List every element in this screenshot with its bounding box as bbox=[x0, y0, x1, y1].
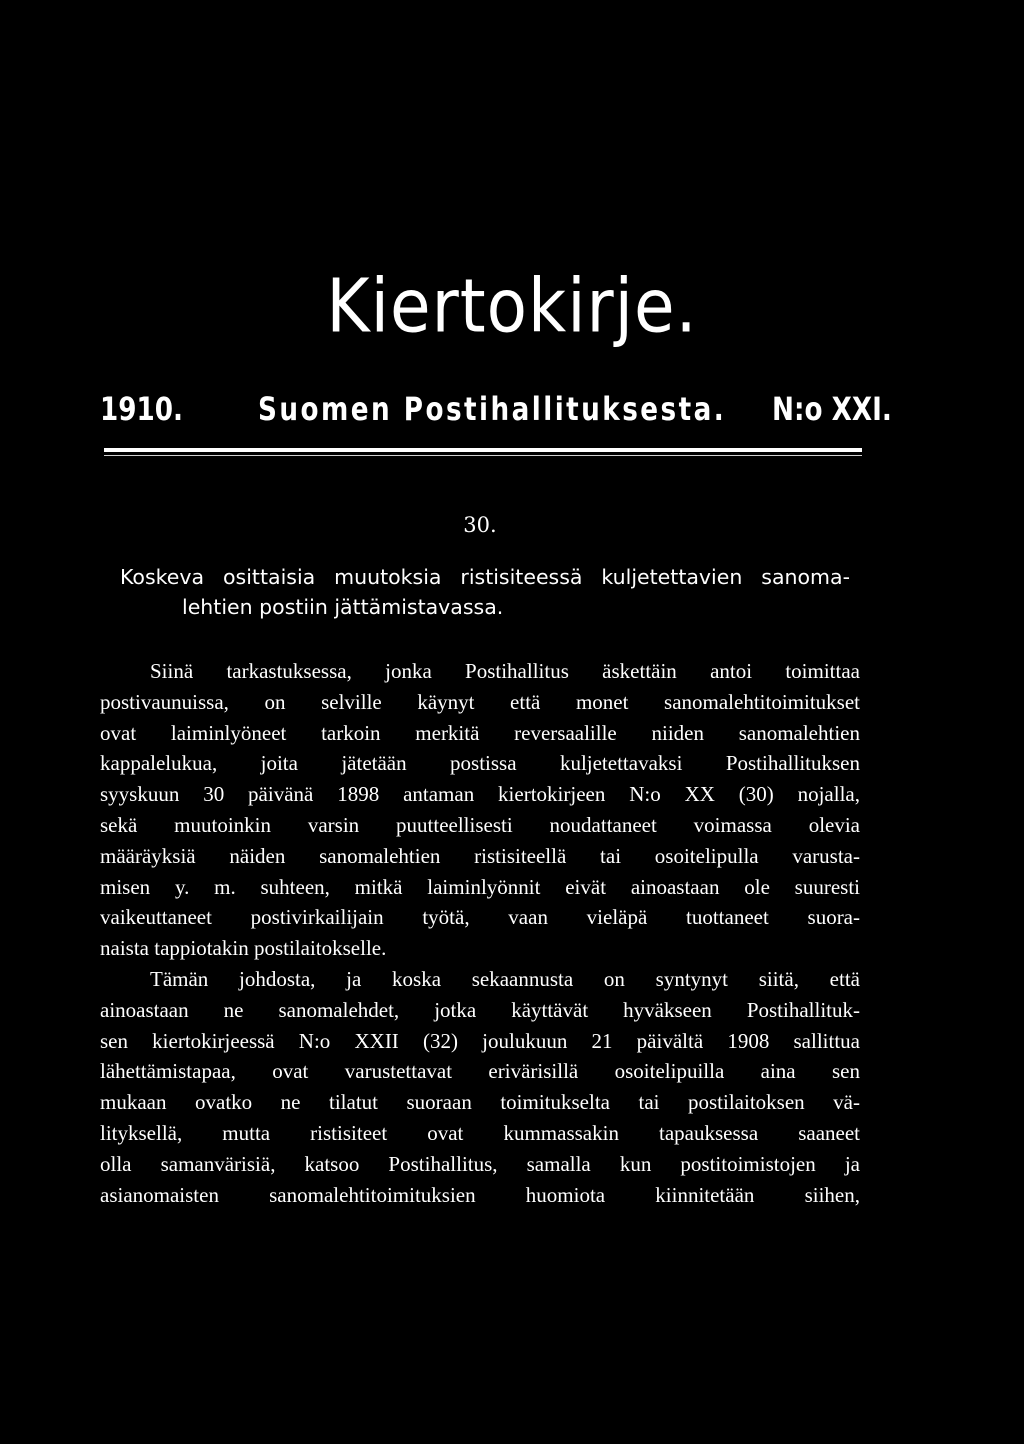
body-text bbox=[100, 656, 860, 1210]
body-line: sen kiertokirjeessä N:o XXII (32) joulukuun 21 päivältä 1908 sallittua bbox=[100, 1028, 860, 1053]
body-line: mukaan ovatko ne tilatut suoraan toimitukselta tai postilaitoksen vä- bbox=[100, 1090, 860, 1115]
body-line: kappalelukua, joita jätetään postissa kuljetettavaksi Postihallituksen bbox=[100, 751, 860, 776]
body-line: olla samanvärisiä, katsoo Postihallitus, samalla kun postitoimistojen ja bbox=[100, 1151, 860, 1176]
body-line: syyskuun 30 päivänä 1898 antaman kiertokirjeen N:o XX (30) nojalla, bbox=[100, 782, 860, 807]
subject-line: lehtien postiin jättämistavassa. bbox=[182, 595, 504, 619]
body-line: lähettämistapaa, ovat varustettavat erivärisillä osoitelipuilla aina sen bbox=[100, 1059, 860, 1084]
header-number: N:o XXI. bbox=[772, 390, 892, 428]
body-line: määräyksiä näiden sanomalehtien ristisiteellä tai osoitelipulla varusta- bbox=[100, 843, 860, 868]
header-rule-thin bbox=[104, 455, 862, 456]
body-line: postivaunuissa, on selville käynyt että monet sanomalehtitoimitukset bbox=[100, 689, 860, 714]
body-line: Tämän johdosta, ja koska sekaannusta on syntynyt siitä, että bbox=[150, 966, 860, 991]
header-issuer: Suomen Postihallituksesta. bbox=[258, 390, 727, 428]
body-line: Siinä tarkastuksessa, jonka Postihallitus äskettäin antoi toimittaa bbox=[150, 659, 860, 683]
body-line: sekä muutoinkin varsin puutteellisesti noudattaneet voimassa olevia bbox=[100, 812, 860, 837]
body-line: ainoastaan ne sanomalehdet, jotka käyttävät hyväkseen Postihallituk- bbox=[100, 997, 860, 1022]
header-rule bbox=[104, 448, 862, 452]
body-line: naista tappiotakin postilaitokselle. bbox=[100, 936, 387, 961]
subject-heading bbox=[120, 562, 850, 622]
body-line: asianomaisten sanomalehtitoimituksien huomiota kiinnitetään siihen, bbox=[100, 1182, 860, 1207]
header-year: 1910. bbox=[100, 390, 183, 428]
subject-line: Koskeva osittaisia muutoksia ristisiteessä kuljetettavien sanoma- bbox=[120, 565, 850, 589]
body-line: misen y. m. suhteen, mitkä laiminlyönnit eivät ainoastaan ole suuresti bbox=[100, 874, 860, 899]
body-line: ovat laiminlyöneet tarkoin merkitä reversaalille niiden sanomalehtien bbox=[100, 720, 860, 745]
section-number: 30. bbox=[463, 513, 497, 537]
body-line: vaikeuttaneet postivirkailijain työtä, vaan vieläpä tuottaneet suora- bbox=[100, 905, 860, 930]
document-header bbox=[100, 390, 892, 438]
document-title: Kiertokirje. bbox=[326, 263, 698, 350]
body-line: lityksellä, mutta ristisiteet ovat kummassakin tapauksessa saaneet bbox=[100, 1120, 860, 1145]
